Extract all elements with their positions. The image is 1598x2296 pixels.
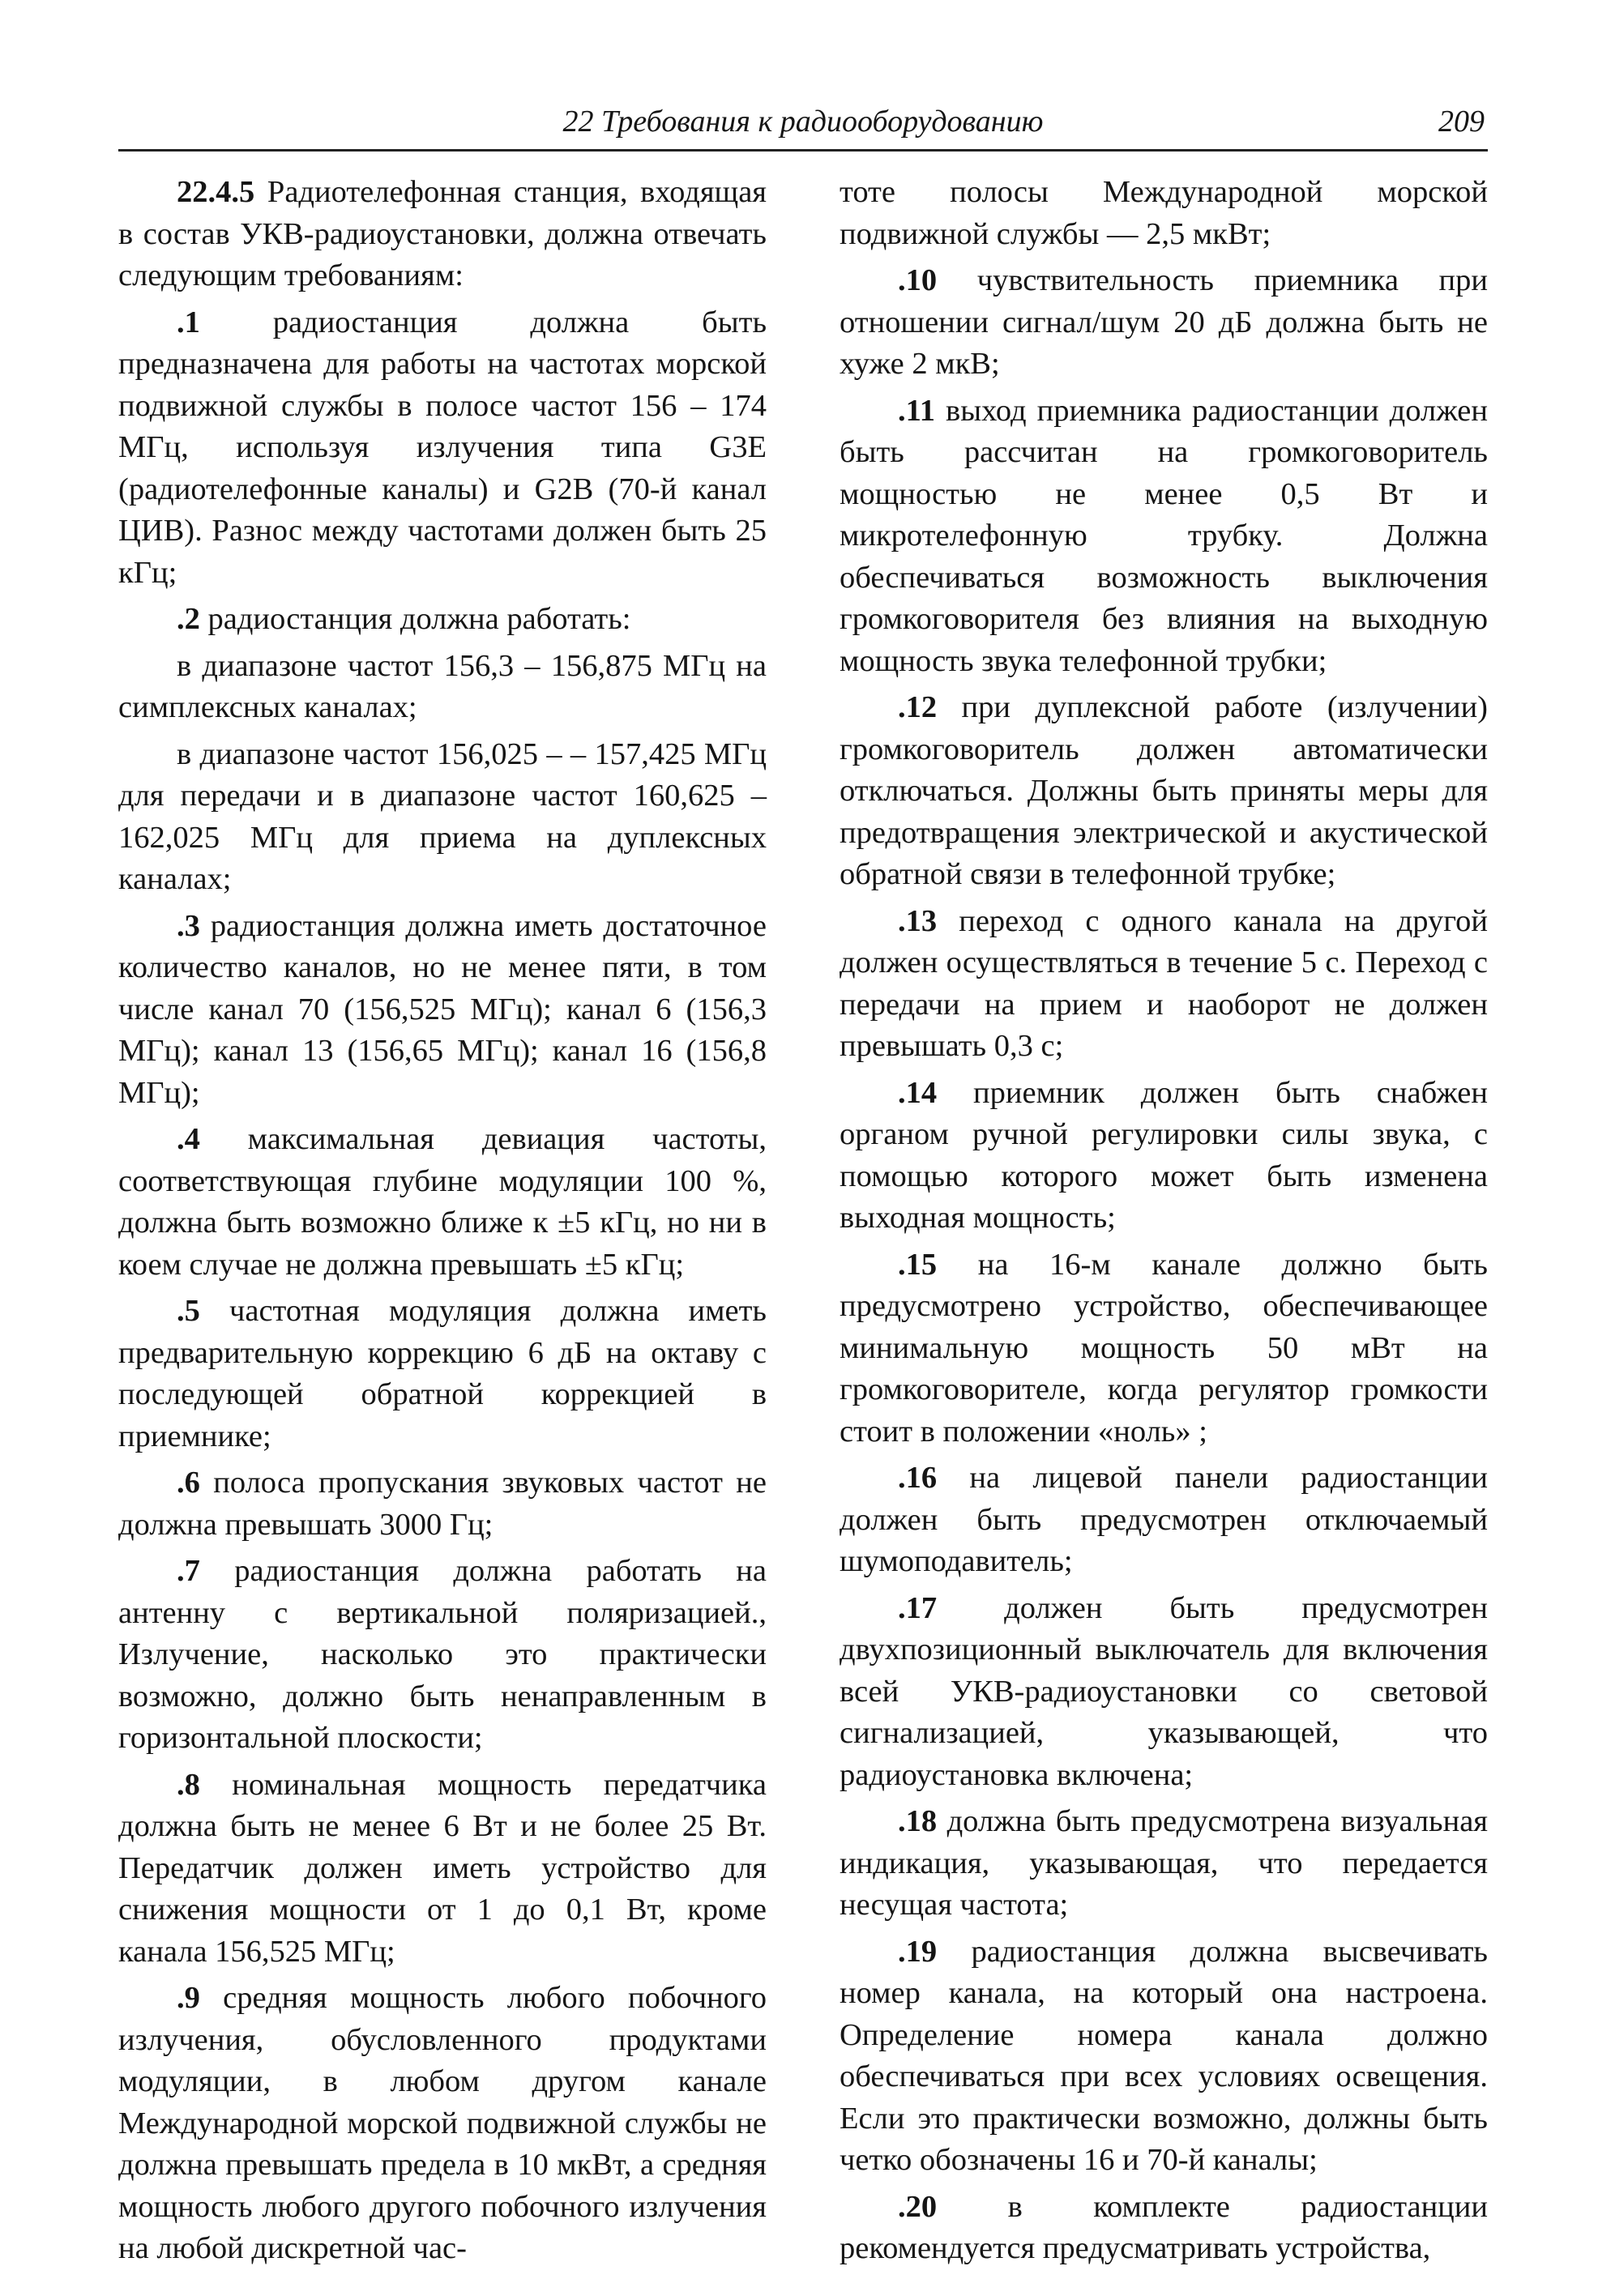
paragraph [840,1457,1488,1583]
item-number: .1 [177,305,200,339]
paragraph-text: в диапазоне частот 156,025 – – 157,425 МГц для передачи и в диапазоне частот 160,625 – 162,025 МГц для приема на дуплексных каналах; [118,736,767,896]
item-number: .5 [177,1294,200,1328]
paragraph-text: должен быть предусмотрен двухпозиционный выключатель для включения всей УКВ-радиоустановки со световой сигнализацией, указывающей, что радиоустановка включена; [840,1590,1488,1792]
paragraph [840,1244,1488,1453]
paragraph-text: чувствительность приемника при отношении сигнал/шум 20 дБ должна быть не хуже 2 мкВ; [840,263,1488,381]
paragraph-text: на лицевой панели радиостанции должен быть предусмотрен отключаемый шумоподавитель; [840,1461,1488,1578]
item-number: .18 [898,1804,938,1838]
item-number: .4 [177,1122,200,1156]
paragraph-text: в комплекте радиостанции рекомендуется предусматривать устройства, [840,2189,1488,2265]
paragraph [118,302,767,595]
paragraph [118,1978,767,2270]
paragraph [118,1119,767,1286]
page-header [118,96,1488,152]
item-number: .8 [177,1767,200,1802]
paragraph-text: полоса пропускания звуковых частот не должна превышать 3000 Гц; [118,1466,767,1542]
paragraph [840,2187,1488,2270]
item-number: .17 [898,1590,938,1625]
paragraph-text: радиостанция должна работать на антенну с вертикальной поляризацией., Излучение, насколько это практически возможно, должно быть ненаправленным в горизонтальной плоскости; [118,1554,767,1755]
paragraph-text: частотная модуляция должна иметь предварительную коррекцию 6 дБ на октаву с последующей обратной коррекцией в приемнике; [118,1294,767,1453]
paragraph-text: при дуплексной работе (излучении) громкоговоритель должен автоматически отключаться. Должны быть приняты меры для предотвращения электрической и акустической обратной связи в телефонной трубке; [840,690,1488,891]
paragraph [840,687,1488,896]
paragraph [118,1765,767,1974]
paragraph [118,599,767,641]
item-number: .15 [898,1247,938,1282]
item-number: .20 [898,2189,938,2224]
item-number: .19 [898,1934,938,1969]
paragraph [840,1801,1488,1927]
paragraph-text: в диапазоне частот 156,3 – 156,875 МГц на симплексных каналах; [118,648,767,724]
paragraph-text: максимальная девиация частоты, соответствующая глубине модуляции 100 %, должна быть возможно ближе к ±5 кГц, но ни в коем случае не должна превышать ±5 кГц; [118,1122,767,1282]
paragraph [118,1551,767,1760]
paragraph [118,172,767,297]
paragraph-text: переход с одного канала на другой должен осуществляться в течение 5 с. Переход с передачи на прием и наоборот не должен превышать 0,3 с; [840,903,1488,1063]
paragraph-text: номинальная мощность передатчика должна быть не менее 6 Вт и не более 25 Вт. Передатчик должен иметь устройство для снижения мощности от 1 до 0,1 Вт, кроме канала 156,525 МГц; [118,1767,767,1969]
item-number: .16 [898,1461,938,1495]
paragraph [840,260,1488,386]
left-column [118,172,767,2275]
paragraph [840,901,1488,1068]
paragraph-text: должна быть предусмотрена визуальная индикация, указывающая, что передается несущая частота; [840,1804,1488,1922]
item-number: .12 [898,690,938,724]
paragraph-text: радиостанция должна высвечивать номер канала, на который она настроена. Определение номера канала должно обеспечиваться при всех условиях освещения. Если это практически возможно, должны быть четко обозначены 16 и 70-й каналы; [840,1934,1488,2177]
paragraph [118,1462,767,1546]
page-number: 209 [1438,105,1485,139]
paragraph-text: средняя мощность любого побочного излучения, обусловленного продуктами модуляции, в любом другом канале Международной морской подвижной службы не должна превышать предела в 10 мкВт, а средняя мощность любого другого побочного излучения на любой дискретной час- [118,1981,767,2265]
paragraph-text: Радиотелефонная станция, входящая в состав УКВ-радиоустановки, должна отвечать следующим требованиям: [118,175,767,292]
item-number: .6 [177,1466,200,1500]
running-title: 22 Требования к радиооборудованию [562,105,1044,139]
paragraph [118,646,767,729]
right-column [840,172,1488,2275]
paragraph [840,172,1488,255]
item-number: .11 [898,393,936,428]
paragraph-text: приемник должен быть снабжен органом ручной регулировки силы звука, с помощью которого может быть изменена выходная мощность; [840,1075,1488,1235]
paragraph-text: радиостанция должна работать: [199,602,631,636]
paragraph-text: радиостанция должна иметь достаточное количество каналов, но не менее пяти, в том числе канал 70 (156,525 МГц); канал 6 (156,3 МГц); канал 13 (156,65 МГц); канал 16 (156,8 МГц); [118,908,767,1110]
paragraph [118,906,767,1115]
item-number: .13 [898,903,938,938]
item-number: .14 [898,1075,938,1110]
item-number: 22.4.5 [177,175,255,209]
item-number: .9 [177,1981,200,2015]
paragraph [840,390,1488,683]
paragraph-text: на 16-м канале должно быть предусмотрено устройство, обеспечивающее минимальную мощность 50 мВт на громкоговорителе, когда регулятор громкости стоит в положении «ноль» ; [840,1247,1488,1449]
paragraph-text: тоте полосы Международной морской подвижной службы — 2,5 мкВт; [840,175,1488,251]
item-number: .2 [177,602,200,636]
paragraph [840,1073,1488,1240]
paragraph [118,1291,767,1457]
paragraph [840,1931,1488,2182]
item-number: .3 [177,908,200,943]
item-number: .7 [177,1554,200,1588]
paragraph [118,734,767,901]
item-number: .10 [898,263,938,297]
paragraph-text: выход приемника радиостанции должен быть рассчитан на громкоговоритель мощностью не менее 0,5 Вт и микротелефонную трубку. Должна обеспечиваться возможность выключения громкоговорителя без влияния на выходную мощность звука телефонной трубки; [840,393,1488,678]
paragraph-text: радиостанция должна быть предназначена для работы на частотах морской подвижной службы в полосе частот 156 – 174 МГц, используя излучения типа G3E (радиотелефонные каналы) и G2B (70-й канал ЦИВ). Разнос между частотами должен быть 25 кГц; [118,305,767,590]
paragraph [840,1588,1488,1797]
